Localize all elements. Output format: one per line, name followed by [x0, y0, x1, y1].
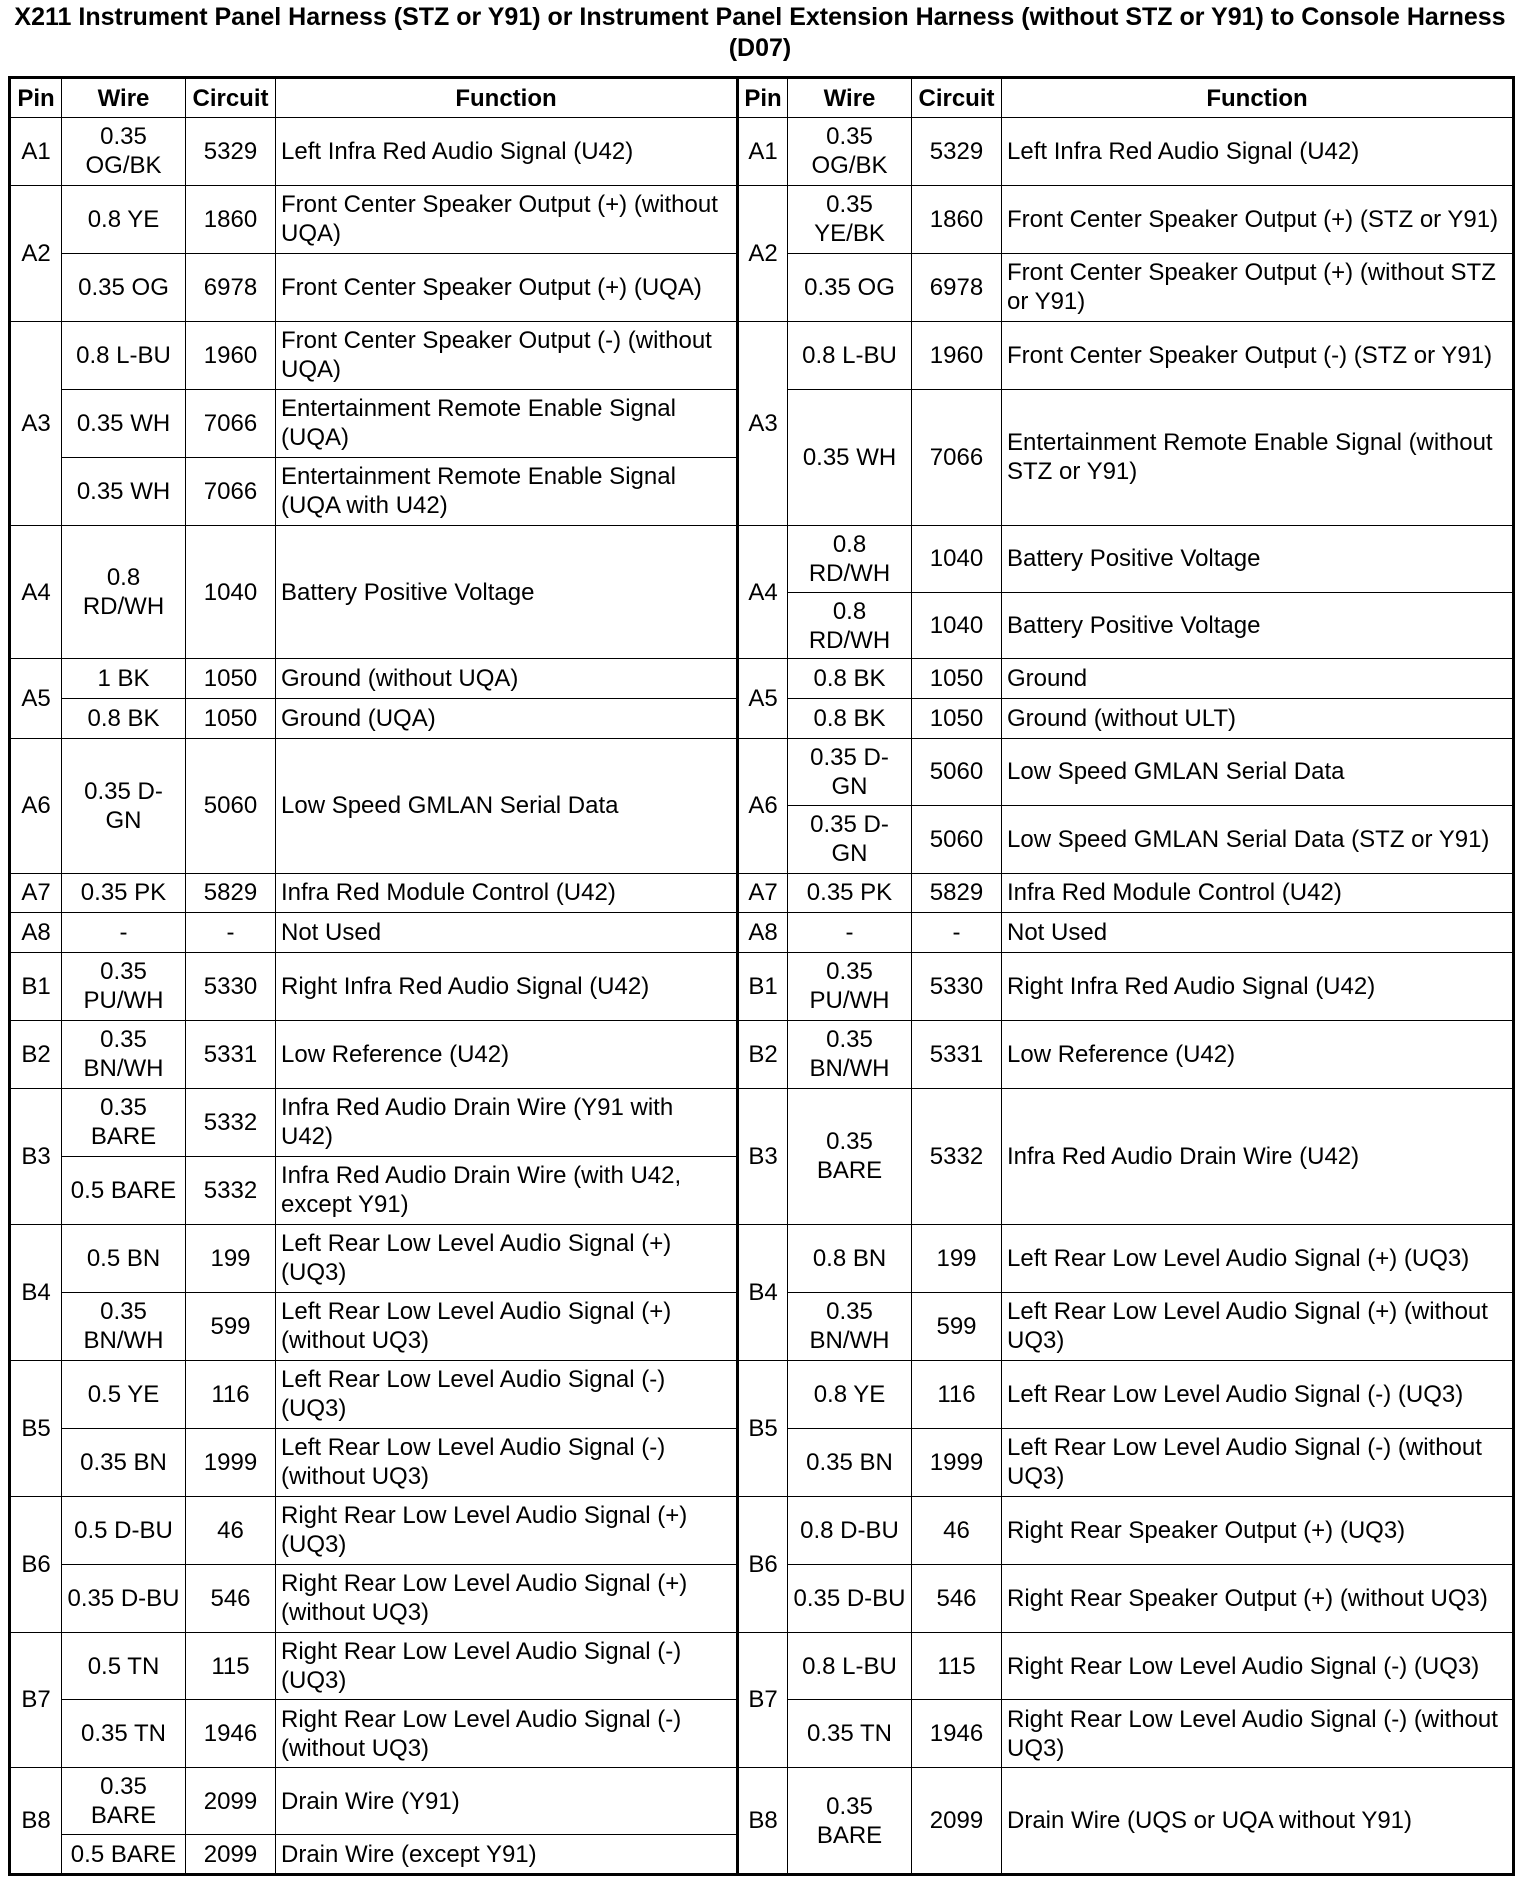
function-cell-left: Low Reference (U42) [276, 1020, 738, 1088]
wire-cell-left: 0.35 PU/WH [62, 952, 186, 1020]
circuit-cell-right: 1050 [912, 699, 1002, 739]
function-cell-left: Front Center Speaker Output (-) (without UQA) [276, 321, 738, 389]
function-cell-right: Not Used [1002, 913, 1514, 953]
function-cell-left: Left Rear Low Level Audio Signal (-) (UQ3) [276, 1360, 738, 1428]
circuit-cell-left: 5332 [186, 1156, 276, 1224]
table-row [10, 525, 1514, 592]
function-cell-left: Drain Wire (Y91) [276, 1768, 738, 1835]
pin-cell-left: A8 [10, 913, 62, 953]
function-cell-right: Low Speed GMLAN Serial Data [1002, 738, 1514, 805]
function-cell-right: Left Rear Low Level Audio Signal (-) (without UQ3) [1002, 1428, 1514, 1496]
circuit-cell-left: 46 [186, 1496, 276, 1564]
pin-cell-left: B3 [10, 1088, 62, 1224]
function-cell-right: Right Rear Low Level Audio Signal (-) (UQ3) [1002, 1632, 1514, 1700]
circuit-cell-left: 1050 [186, 659, 276, 699]
pin-cell-right: B4 [738, 1224, 788, 1360]
function-cell-right: Low Speed GMLAN Serial Data (STZ or Y91) [1002, 805, 1514, 873]
wire-cell-left: 1 BK [62, 659, 186, 699]
function-cell-right: Left Infra Red Audio Signal (U42) [1002, 118, 1514, 186]
function-cell-left: Left Rear Low Level Audio Signal (-) (without UQ3) [276, 1428, 738, 1496]
circuit-cell-left: 1040 [186, 525, 276, 659]
function-cell-left: Left Rear Low Level Audio Signal (+) (UQ3) [276, 1224, 738, 1292]
wire-cell-right: 0.35 BARE [788, 1088, 912, 1224]
pin-cell-right: B5 [738, 1360, 788, 1496]
wire-cell-left: 0.35 BARE [62, 1768, 186, 1835]
wire-cell-left: 0.35 OG [62, 253, 186, 321]
table-row [10, 118, 1514, 186]
function-cell-left: Entertainment Remote Enable Signal (UQA) [276, 389, 738, 457]
function-cell-left: Left Infra Red Audio Signal (U42) [276, 118, 738, 186]
function-cell-right: Front Center Speaker Output (-) (STZ or Y91) [1002, 321, 1514, 389]
wire-cell-left: 0.35 TN [62, 1700, 186, 1768]
wire-cell-right: 0.8 YE [788, 1360, 912, 1428]
circuit-cell-left: 1050 [186, 699, 276, 739]
pin-cell-left: A1 [10, 118, 62, 186]
circuit-cell-right: 5329 [912, 118, 1002, 186]
wire-cell-right: 0.35 D-BU [788, 1564, 912, 1632]
circuit-cell-right: 5332 [912, 1088, 1002, 1224]
pin-cell-right: B1 [738, 952, 788, 1020]
pin-cell-left: B5 [10, 1360, 62, 1496]
circuit-cell-left: 599 [186, 1292, 276, 1360]
wire-cell-right: - [788, 913, 912, 953]
pin-cell-left: B2 [10, 1020, 62, 1088]
function-cell-left: Right Rear Low Level Audio Signal (-) (UQ3) [276, 1632, 738, 1700]
circuit-cell-right: 5331 [912, 1020, 1002, 1088]
circuit-cell-right: - [912, 913, 1002, 953]
table-row [10, 1224, 1514, 1292]
wire-cell-left: 0.8 BK [62, 699, 186, 739]
function-cell-left: Entertainment Remote Enable Signal (UQA with U42) [276, 457, 738, 525]
function-cell-right: Left Rear Low Level Audio Signal (+) (UQ3) [1002, 1224, 1514, 1292]
wire-cell-left: 0.5 BARE [62, 1835, 186, 1875]
pin-cell-left: A5 [10, 659, 62, 738]
function-cell-right: Right Rear Low Level Audio Signal (-) (without UQ3) [1002, 1700, 1514, 1768]
circuit-cell-right: 5060 [912, 738, 1002, 805]
wire-cell-right: 0.35 YE/BK [788, 185, 912, 253]
pin-cell-left: B8 [10, 1768, 62, 1875]
wire-cell-right: 0.35 D-GN [788, 805, 912, 873]
wire-cell-right: 0.8 RD/WH [788, 525, 912, 592]
circuit-cell-left: - [186, 913, 276, 953]
wire-cell-left: 0.35 D-BU [62, 1564, 186, 1632]
pin-cell-left: B7 [10, 1632, 62, 1768]
wire-cell-right: 0.35 PK [788, 873, 912, 913]
wire-cell-left: 0.5 BARE [62, 1156, 186, 1224]
wire-cell-right: 0.35 BN [788, 1428, 912, 1496]
function-cell-right: Right Infra Red Audio Signal (U42) [1002, 952, 1514, 1020]
function-cell-right: Infra Red Audio Drain Wire (U42) [1002, 1088, 1514, 1224]
function-cell-right: Right Rear Speaker Output (+) (without UQ3) [1002, 1564, 1514, 1632]
header-circuit-left: Circuit [186, 78, 276, 118]
function-cell-left: Drain Wire (except Y91) [276, 1835, 738, 1875]
pin-cell-right: A2 [738, 185, 788, 321]
function-cell-right: Low Reference (U42) [1002, 1020, 1514, 1088]
circuit-cell-left: 1860 [186, 185, 276, 253]
wire-cell-right: 0.8 L-BU [788, 1632, 912, 1700]
table-row [10, 321, 1514, 389]
circuit-cell-right: 199 [912, 1224, 1002, 1292]
circuit-cell-right: 6978 [912, 253, 1002, 321]
pin-cell-right: B7 [738, 1632, 788, 1768]
wire-cell-right: 0.8 BN [788, 1224, 912, 1292]
circuit-cell-right: 1960 [912, 321, 1002, 389]
circuit-cell-left: 115 [186, 1632, 276, 1700]
circuit-cell-right: 7066 [912, 389, 1002, 525]
circuit-cell-left: 1946 [186, 1700, 276, 1768]
header-circuit-right: Circuit [912, 78, 1002, 118]
function-cell-right: Left Rear Low Level Audio Signal (-) (UQ3) [1002, 1360, 1514, 1428]
header-function-left: Function [276, 78, 738, 118]
function-cell-left: Infra Red Audio Drain Wire (with U42, except Y91) [276, 1156, 738, 1224]
circuit-cell-right: 5829 [912, 873, 1002, 913]
function-cell-left: Battery Positive Voltage [276, 525, 738, 659]
wire-cell-left: 0.35 BARE [62, 1088, 186, 1156]
function-cell-left: Front Center Speaker Output (+) (UQA) [276, 253, 738, 321]
pin-cell-right: A7 [738, 873, 788, 913]
table-header-row [10, 78, 1514, 118]
wire-cell-left: 0.35 BN/WH [62, 1292, 186, 1360]
circuit-cell-left: 7066 [186, 389, 276, 457]
pin-cell-left: B1 [10, 952, 62, 1020]
page-title [0, 0, 1520, 64]
circuit-cell-right: 116 [912, 1360, 1002, 1428]
pin-cell-right: B2 [738, 1020, 788, 1088]
wire-cell-right: 0.35 D-GN [788, 738, 912, 805]
wire-cell-left: 0.35 BN/WH [62, 1020, 186, 1088]
function-cell-left: Front Center Speaker Output (+) (without UQA) [276, 185, 738, 253]
header-wire-left: Wire [62, 78, 186, 118]
circuit-cell-right: 1040 [912, 592, 1002, 659]
pin-cell-right: A8 [738, 913, 788, 953]
pin-cell-right: B6 [738, 1496, 788, 1632]
wire-cell-right: 0.8 L-BU [788, 321, 912, 389]
circuit-cell-right: 46 [912, 1496, 1002, 1564]
pin-cell-right: A4 [738, 525, 788, 659]
wire-cell-left: 0.5 D-BU [62, 1496, 186, 1564]
circuit-cell-left: 116 [186, 1360, 276, 1428]
wire-cell-right: 0.8 BK [788, 659, 912, 699]
table-row [10, 873, 1514, 913]
circuit-cell-right: 546 [912, 1564, 1002, 1632]
wire-cell-left: 0.35 OG/BK [62, 118, 186, 186]
circuit-cell-left: 5330 [186, 952, 276, 1020]
title-line-1: X211 Instrument Panel Harness (STZ or Y91) or Instrument Panel Extension Harness (without STZ or Y91) to Console Harness [14, 3, 1506, 31]
function-cell-left: Infra Red Module Control (U42) [276, 873, 738, 913]
wire-cell-left: 0.8 L-BU [62, 321, 186, 389]
table-row [10, 1496, 1514, 1564]
wire-cell-right: 0.35 BN/WH [788, 1020, 912, 1088]
wire-cell-right: 0.8 D-BU [788, 1496, 912, 1564]
pin-cell-left: B6 [10, 1496, 62, 1632]
wire-cell-left: 0.8 YE [62, 185, 186, 253]
circuit-cell-right: 599 [912, 1292, 1002, 1360]
pin-cell-right: A5 [738, 659, 788, 738]
wire-cell-left: 0.35 PK [62, 873, 186, 913]
function-cell-left: Low Speed GMLAN Serial Data [276, 738, 738, 873]
circuit-cell-left: 199 [186, 1224, 276, 1292]
wire-cell-left: 0.5 YE [62, 1360, 186, 1428]
table-row [10, 1632, 1514, 1700]
circuit-cell-left: 2099 [186, 1768, 276, 1835]
table-row [10, 1360, 1514, 1428]
pin-cell-right: A3 [738, 321, 788, 525]
wire-cell-right: 0.35 BARE [788, 1768, 912, 1875]
wire-cell-left: - [62, 913, 186, 953]
function-cell-right: Ground (without ULT) [1002, 699, 1514, 739]
circuit-cell-left: 5829 [186, 873, 276, 913]
pin-cell-left: A7 [10, 873, 62, 913]
function-cell-right: Battery Positive Voltage [1002, 525, 1514, 592]
function-cell-right: Entertainment Remote Enable Signal (without STZ or Y91) [1002, 389, 1514, 525]
header-pin-right: Pin [738, 78, 788, 118]
circuit-cell-left: 1960 [186, 321, 276, 389]
circuit-cell-right: 1946 [912, 1700, 1002, 1768]
pin-cell-right: A1 [738, 118, 788, 186]
wire-cell-right: 0.35 OG [788, 253, 912, 321]
circuit-cell-left: 5060 [186, 738, 276, 873]
wire-cell-left: 0.35 D-GN [62, 738, 186, 873]
wire-cell-left: 0.35 BN [62, 1428, 186, 1496]
pin-cell-left: A4 [10, 525, 62, 659]
pin-cell-left: A6 [10, 738, 62, 873]
title-line-2: (D07) [728, 34, 792, 62]
wire-cell-right: 0.8 RD/WH [788, 592, 912, 659]
table-row [10, 1088, 1514, 1156]
header-wire-right: Wire [788, 78, 912, 118]
table-row [10, 738, 1514, 805]
pin-cell-left: A2 [10, 185, 62, 321]
table-body [10, 118, 1514, 1875]
wire-cell-left: 0.8 RD/WH [62, 525, 186, 659]
circuit-cell-left: 546 [186, 1564, 276, 1632]
circuit-cell-right: 1860 [912, 185, 1002, 253]
wire-cell-left: 0.5 BN [62, 1224, 186, 1292]
function-cell-left: Right Infra Red Audio Signal (U42) [276, 952, 738, 1020]
circuit-cell-left: 5329 [186, 118, 276, 186]
wire-cell-right: 0.35 TN [788, 1700, 912, 1768]
circuit-cell-right: 1040 [912, 525, 1002, 592]
wire-cell-left: 0.5 TN [62, 1632, 186, 1700]
table-row [10, 913, 1514, 953]
circuit-cell-right: 2099 [912, 1768, 1002, 1875]
table-row [10, 1020, 1514, 1088]
circuit-cell-left: 2099 [186, 1835, 276, 1875]
circuit-cell-right: 115 [912, 1632, 1002, 1700]
wire-cell-left: 0.35 WH [62, 457, 186, 525]
function-cell-right: Drain Wire (UQS or UQA without Y91) [1002, 1768, 1514, 1875]
wire-cell-right: 0.35 WH [788, 389, 912, 525]
circuit-cell-left: 6978 [186, 253, 276, 321]
circuit-cell-left: 5332 [186, 1088, 276, 1156]
function-cell-left: Ground (without UQA) [276, 659, 738, 699]
function-cell-left: Right Rear Low Level Audio Signal (-) (without UQ3) [276, 1700, 738, 1768]
circuit-cell-right: 1999 [912, 1428, 1002, 1496]
pin-cell-right: B8 [738, 1768, 788, 1875]
circuit-cell-right: 1050 [912, 659, 1002, 699]
function-cell-left: Right Rear Low Level Audio Signal (+) (UQ3) [276, 1496, 738, 1564]
function-cell-right: Battery Positive Voltage [1002, 592, 1514, 659]
function-cell-left: Left Rear Low Level Audio Signal (+) (without UQ3) [276, 1292, 738, 1360]
circuit-cell-left: 7066 [186, 457, 276, 525]
pin-cell-left: B4 [10, 1224, 62, 1360]
function-cell-right: Right Rear Speaker Output (+) (UQ3) [1002, 1496, 1514, 1564]
circuit-cell-left: 5331 [186, 1020, 276, 1088]
connector-pinout-table [8, 76, 1515, 1876]
wire-cell-right: 0.35 OG/BK [788, 118, 912, 186]
wire-cell-left: 0.35 WH [62, 389, 186, 457]
table-row [10, 952, 1514, 1020]
pin-cell-right: B3 [738, 1088, 788, 1224]
wire-cell-right: 0.35 PU/WH [788, 952, 912, 1020]
function-cell-left: Ground (UQA) [276, 699, 738, 739]
table-row [10, 185, 1514, 253]
circuit-cell-left: 1999 [186, 1428, 276, 1496]
function-cell-right: Left Rear Low Level Audio Signal (+) (without UQ3) [1002, 1292, 1514, 1360]
table-row [10, 1768, 1514, 1835]
circuit-cell-right: 5060 [912, 805, 1002, 873]
circuit-cell-right: 5330 [912, 952, 1002, 1020]
function-cell-left: Right Rear Low Level Audio Signal (+) (without UQ3) [276, 1564, 738, 1632]
pin-cell-right: A6 [738, 738, 788, 873]
function-cell-right: Front Center Speaker Output (+) (without STZ or Y91) [1002, 253, 1514, 321]
header-pin-left: Pin [10, 78, 62, 118]
wire-cell-right: 0.35 BN/WH [788, 1292, 912, 1360]
header-function-right: Function [1002, 78, 1514, 118]
function-cell-right: Front Center Speaker Output (+) (STZ or Y91) [1002, 185, 1514, 253]
function-cell-right: Infra Red Module Control (U42) [1002, 873, 1514, 913]
table-row [10, 659, 1514, 699]
function-cell-right: Ground [1002, 659, 1514, 699]
pin-cell-left: A3 [10, 321, 62, 525]
wire-cell-right: 0.8 BK [788, 699, 912, 739]
function-cell-left: Infra Red Audio Drain Wire (Y91 with U42) [276, 1088, 738, 1156]
function-cell-left: Not Used [276, 913, 738, 953]
